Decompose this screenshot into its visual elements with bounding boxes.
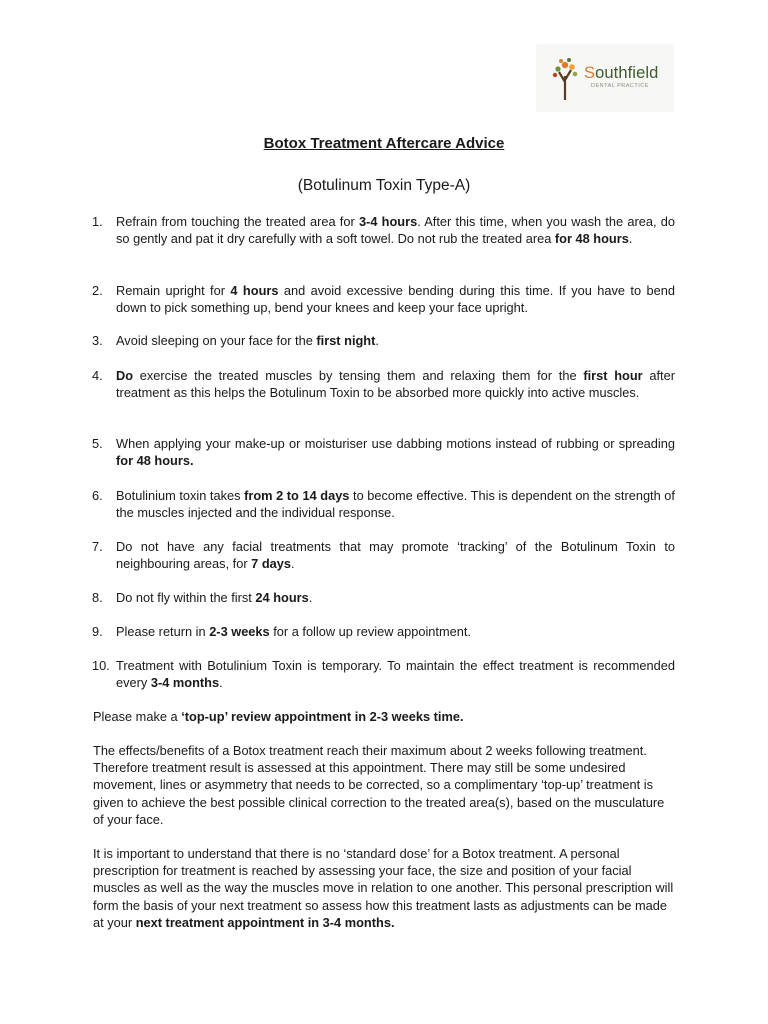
practice-logo	[536, 44, 674, 112]
topup-reminder: Please make a ‘top-up’ review appointment in 2-3 weeks time.	[93, 709, 464, 724]
list-item: 7. Do not have any facial treatments that may promote ‘tracking’ of the Botulinum Toxin to neighbouring areas, for 7 days.	[92, 539, 675, 572]
list-item: 8. Do not fly within the first 24 hours.	[92, 590, 313, 605]
document-subtitle: (Botulinum Toxin Type-A)	[297, 177, 471, 194]
list-item: 1. Refrain from touching the treated area for 3-4 hours. After this time, when you wash the area, do so gently and pat it dry carefully with a soft towel. Do not rub the treated area for 48 hours.	[92, 214, 675, 247]
document-title: Botox Treatment Aftercare Advice	[263, 135, 505, 152]
list-item: 6. Botulinium toxin takes from 2 to 14 days to become effective. This is dependent on the strength of the muscles injected and the individual response.	[92, 488, 675, 521]
list-item: 2. Remain upright for 4 hours and avoid excessive bending during this time. If you have to bend down to pick something up, bend your knees and keep your face upright.	[92, 283, 675, 316]
effects-paragraph: The effects/benefits of a Botox treatment reach their maximum about 2 weeks following treatment. Therefore treatment result is assessed at this appointment. There may still be some undesired movement, lines or asymmetry that needs to be corrected, so a complimentary ‘top-up’ treatment is given to achieve the best possible clinical correction to the treated area(s), based on the musculature of your face.	[93, 743, 665, 827]
list-item: 9. Please return in 2-3 weeks for a follow up review appointment.	[92, 624, 471, 639]
tree-icon	[550, 56, 580, 100]
dose-paragraph: It is important to understand that there is no ‘standard dose’ for a Botox treatment. A personal prescription for treatment is reached by assessing your face, the size and position of your facial muscles as well as the way the muscles move in relation to one another. This personal prescription will form the basis of your next treatment so assess how this treatment lasts as adjustments can be made at your next treatment appointment in 3-4 months.	[93, 846, 674, 930]
list-item: 4. Do exercise the treated muscles by tensing them and relaxing them for the first hour after treatment as this helps the Botulinum Toxin to be absorbed more quickly into active muscles.	[92, 368, 675, 401]
logo-wordmark: Southfield	[584, 64, 659, 82]
list-item: 5. When applying your make-up or moisturiser use dabbing motions instead of rubbing or spreading for 48 hours.	[92, 436, 675, 469]
list-item: 10. Treatment with Botulinium Toxin is temporary. To maintain the effect treatment is recommended every 3-4 months.	[92, 658, 675, 691]
list-item: 3. Avoid sleeping on your face for the first night.	[92, 333, 379, 348]
logo-tagline: DENTAL PRACTICE	[591, 83, 649, 89]
